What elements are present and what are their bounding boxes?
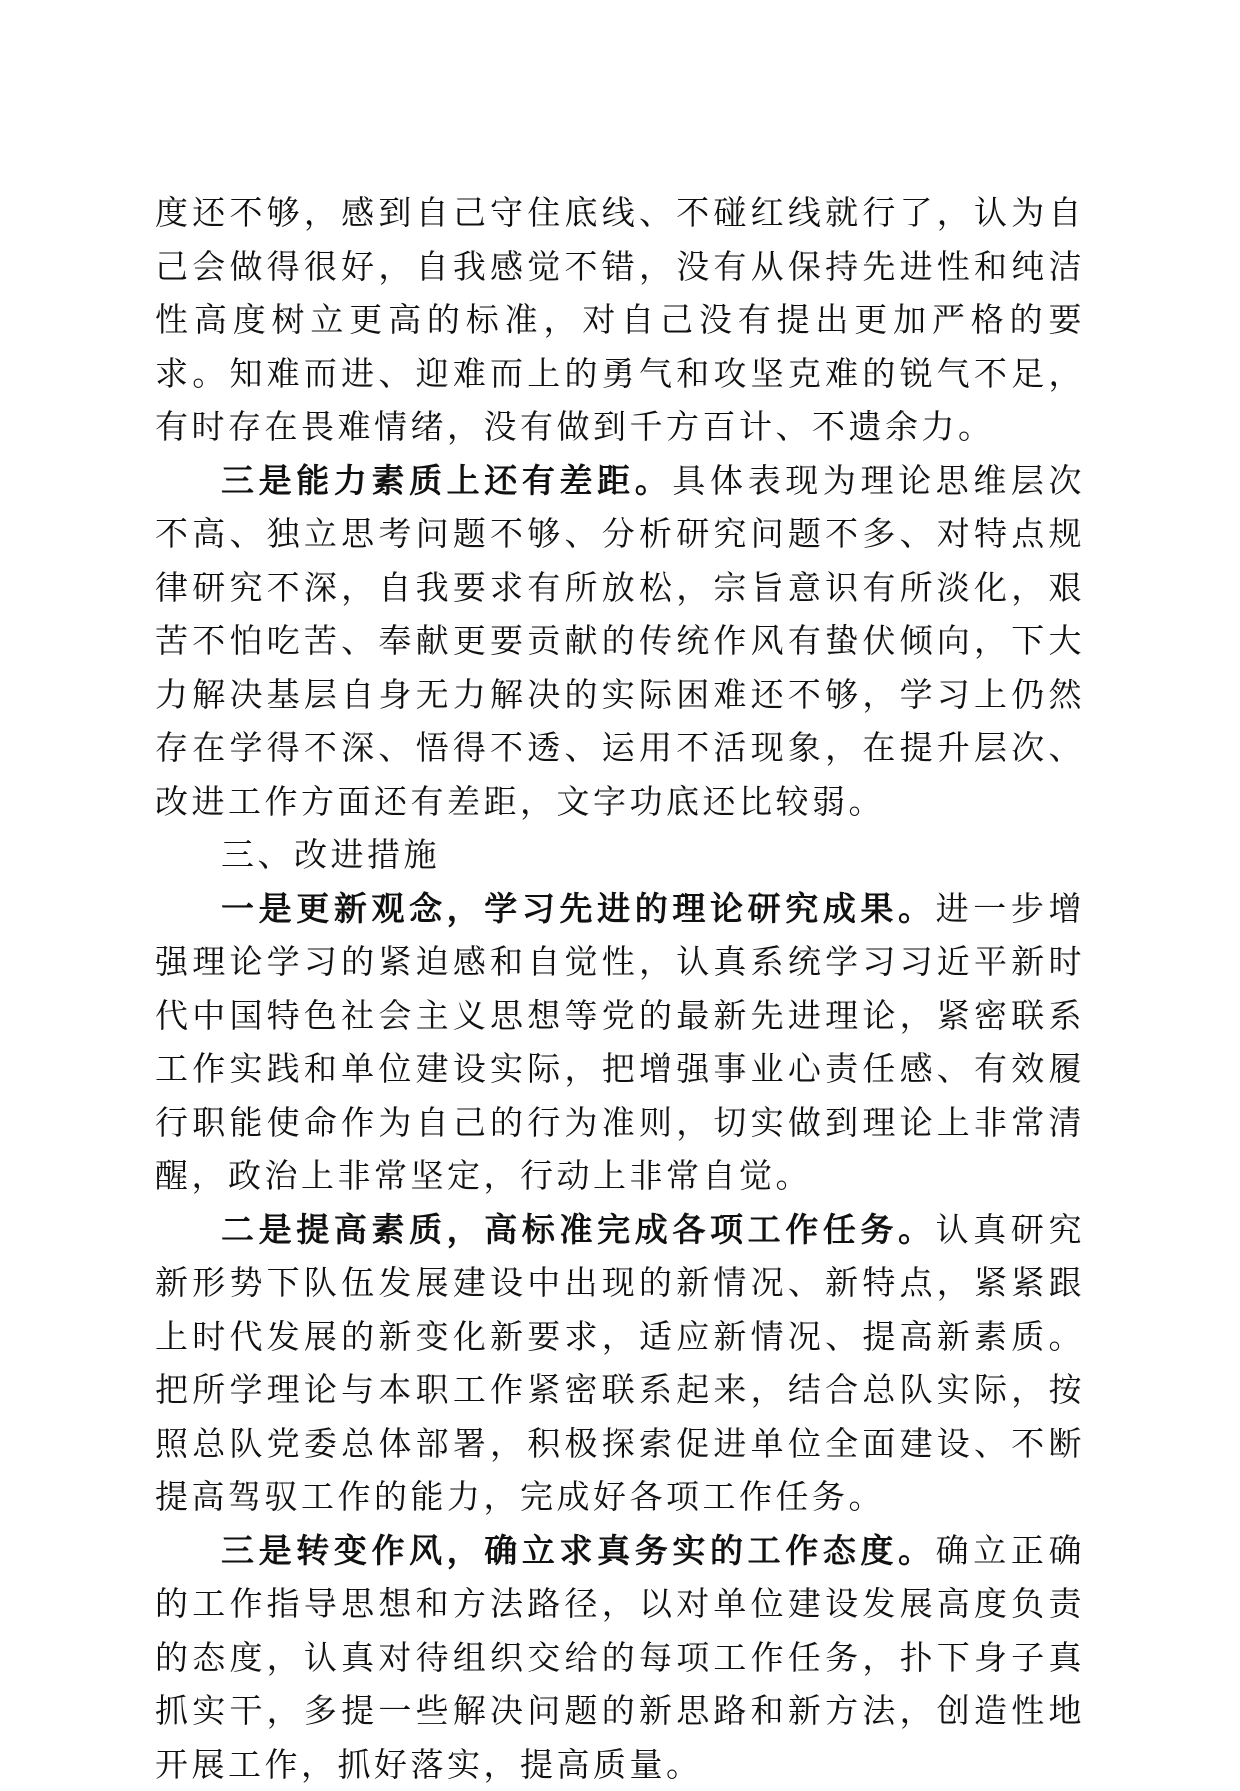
paragraph-text: 度还不够，感到自己守住底线、不碰红线就行了，认为自己会做得很好，自我感觉不错，没有从保持先进性和纯洁性高度树立更高的标准，对自己没有提出更加严格的要求。知难而进、迎难而上的勇气和攻坚克难的锐气不足，有时存在畏难情绪，没有做到千方百计、不遗余力。 — [155, 193, 1085, 446]
paragraph-measure-1 — [155, 882, 1085, 1203]
paragraph-lead-bold: 三是能力素质上还有差距。 — [221, 461, 672, 500]
paragraph-ability-gap — [155, 454, 1085, 829]
paragraph-measure-3 — [155, 1524, 1085, 1791]
paragraph-text: 认真研究新形势下队伍发展建设中出现的新情况、新特点，紧紧跟上时代发展的新变化新要求，适应新情况、提高新素质。把所学理论与本职工作紧密联系起来，结合总队实际，按照总队党委总体部署，积极探索促进单位全面建设、不断提高驾驭工作的能力，完成好各项工作任务。 — [155, 1210, 1085, 1517]
section-heading-improvement — [155, 828, 1085, 882]
paragraph-measure-2 — [155, 1203, 1085, 1524]
paragraph-lead-bold: 二是提高素质，高标准完成各项工作任务。 — [221, 1210, 936, 1249]
paragraph-lead-bold: 一是更新观念，学习先进的理论研究成果。 — [221, 889, 936, 928]
paragraph-text: 具体表现为理论思维层次不高、独立思考问题不够、分析研究问题不多、对特点规律研究不深，自我要求有所放松，宗旨意识有所淡化，艰苦不怕吃苦、奉献更要贡献的传统作风有蛰伏倾向，下大力解决基层自身无力解决的实际困难还不够，学习上仍然存在学得不深、悟得不透、运用不活现象，在提升层次、改进工作方面还有差距，文字功底还比较弱。 — [155, 461, 1085, 821]
paragraph-continuation — [155, 186, 1085, 454]
document-body — [155, 186, 1085, 1791]
paragraph-text: 进一步增强理论学习的紧迫感和自觉性，认真系统学习习近平新时代中国特色社会主义思想等党的最新先进理论，紧密联系工作实践和单位建设实际，把增强事业心责任感、有效履行职能使命作为自己的行为准则，切实做到理论上非常清醒，政治上非常坚定，行动上非常自觉。 — [155, 889, 1085, 1196]
paragraph-lead-bold: 三是转变作风，确立求真务实的工作态度。 — [221, 1531, 936, 1570]
section-heading-text: 三、改进措施 — [221, 835, 440, 874]
paragraph-text: 确立正确的工作指导思想和方法路径，以对单位建设发展高度负责的态度，认真对待组织交给的每项工作任务，扑下身子真抓实干，多提一些解决问题的新思路和新方法，创造性地开展工作，抓好落实，提高质量。 — [155, 1531, 1085, 1784]
